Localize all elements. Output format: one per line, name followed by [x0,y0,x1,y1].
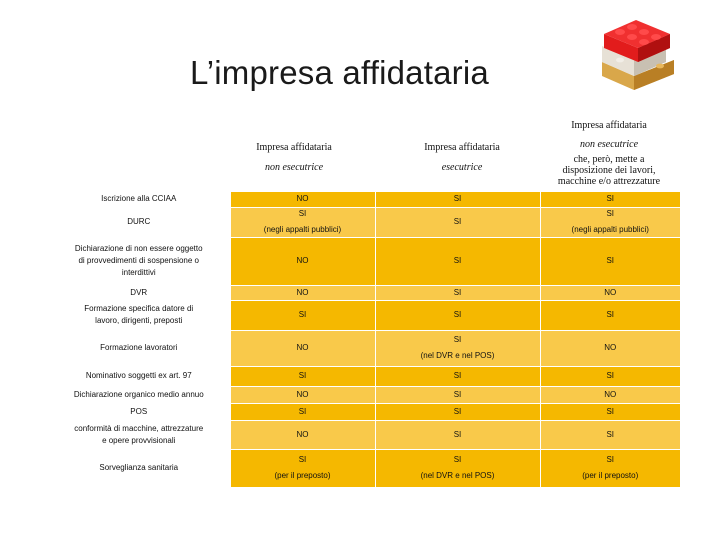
row-label [48,237,230,285]
cell-disposizione [540,192,680,207]
row-label-line: Dichiarazione di non essere oggetto [74,244,203,253]
cell-non-esecutrice [230,285,375,300]
cell-non-esecutrice-line: NO [296,389,309,399]
table-row [48,300,680,330]
row-label [48,192,230,207]
header-col-non-esecutrice [244,140,344,175]
header-col2-line1: Impresa affidataria [424,142,500,153]
cell-non-esecutrice-line: NO [296,343,309,352]
cell-esecutrice-line: SI [453,406,462,416]
cell-esecutrice-line: SI [453,389,462,399]
header-col-esecutrice [412,140,512,175]
cell-non-esecutrice-line: (negli appalti pubblici) [263,225,342,234]
table-row [48,192,680,207]
cell-non-esecutrice-line: SI [298,455,307,464]
header-col3-line4: disposizione dei lavori, [562,165,656,176]
table-row [48,366,680,386]
cell-non-esecutrice [230,386,375,403]
cell-non-esecutrice [230,420,375,449]
row-label-line: Iscrizione alla CCIAA [101,194,177,204]
cell-non-esecutrice-line: (per il preposto) [274,471,331,480]
cell-esecutrice-line: (nel DVR e nel POS) [420,351,495,360]
table-row [48,403,680,420]
requirements-table [48,192,680,488]
row-label [48,330,230,366]
cell-esecutrice-line: (nel DVR e nel POS) [420,471,495,480]
row-label-line: DVR [130,287,148,297]
cell-esecutrice-line: SI [453,256,462,265]
row-label [48,403,230,420]
row-label-line: interdittivi [121,268,156,277]
cell-non-esecutrice [230,237,375,285]
cell-esecutrice [375,386,540,403]
cell-disposizione-line: (negli appalti pubblici) [571,225,649,234]
cell-disposizione [540,420,680,449]
row-label [48,285,230,300]
cell-disposizione [540,386,680,403]
cell-non-esecutrice-line: SI [298,371,307,380]
cell-non-esecutrice [230,449,375,487]
cell-disposizione-line: SI [606,194,615,204]
cell-non-esecutrice [230,366,375,386]
cell-non-esecutrice-line: NO [296,429,309,439]
header-col3-line3: che, però, mette a [573,154,645,165]
cell-non-esecutrice-line: SI [298,406,307,416]
cell-esecutrice-line: SI [453,455,462,464]
cell-disposizione [540,207,680,237]
cell-esecutrice [375,403,540,420]
cell-esecutrice [375,330,540,366]
cell-disposizione-line: SI [606,455,615,464]
row-label [48,207,230,237]
header-col3-line2: non esecutrice [579,139,639,150]
cell-disposizione [540,449,680,487]
header-col1-line1: Impresa affidataria [256,142,332,153]
header-col3-line5: macchine e/o attrezzature [557,176,661,187]
table-row [48,207,680,237]
cell-esecutrice [375,207,540,237]
cell-disposizione [540,285,680,300]
table-row [48,237,680,285]
table-row [48,285,680,300]
row-label [48,366,230,386]
lego-bricks-image [594,16,682,96]
cell-disposizione-line: (per il preposto) [582,471,639,480]
cell-esecutrice [375,192,540,207]
cell-non-esecutrice [230,192,375,207]
cell-disposizione-line: SI [606,256,615,265]
cell-disposizione [540,366,680,386]
cell-disposizione [540,300,680,330]
cell-esecutrice-line: SI [453,287,462,297]
row-label-line: conformità di macchine, attrezzature [74,423,204,433]
row-label-line: POS [130,406,148,416]
cell-non-esecutrice-line: NO [296,287,309,297]
row-label [48,449,230,487]
row-label-line: Dichiarazione organico medio annuo [73,389,204,399]
cell-esecutrice [375,449,540,487]
table-row [48,386,680,403]
row-label-line: e opere provvisionali [102,435,176,445]
cell-non-esecutrice-line: NO [296,256,309,265]
row-label-line: lavoro, dirigenti, preposti [95,316,183,325]
header-col3-line1: Impresa affidataria [571,120,647,131]
row-label [48,300,230,330]
cell-non-esecutrice [230,300,375,330]
cell-esecutrice-line: SI [453,371,462,380]
row-label-line: di provvedimenti di sospensione o [78,256,199,265]
cell-disposizione [540,403,680,420]
cell-non-esecutrice [230,207,375,237]
table-row [48,449,680,487]
cell-esecutrice-line: SI [453,310,462,319]
cell-non-esecutrice-line: SI [298,209,307,218]
header-col1-line2: non esecutrice [264,162,324,173]
cell-esecutrice [375,285,540,300]
cell-esecutrice-line: SI [453,217,462,226]
cell-esecutrice [375,300,540,330]
cell-non-esecutrice-line: SI [298,310,307,319]
row-label [48,386,230,403]
cell-non-esecutrice-line: NO [296,194,309,204]
header-col2-line2: esecutrice [441,162,483,173]
row-label-line: Nominativo soggetti ex art. 97 [85,371,192,380]
cell-disposizione [540,330,680,366]
cell-disposizione-line: NO [604,343,617,352]
row-label-line: Sorveglianza sanitaria [99,463,179,472]
cell-disposizione-line: SI [606,209,615,218]
row-label-line: DURC [127,217,151,226]
row-label-line: Formazione specifica datore di [84,304,194,313]
row-label [48,420,230,449]
row-label-line: Formazione lavoratori [100,343,178,352]
cell-non-esecutrice [230,403,375,420]
header-col-disposizione [540,118,678,187]
cell-esecutrice [375,420,540,449]
cell-disposizione-line: SI [606,429,615,439]
cell-esecutrice [375,237,540,285]
cell-esecutrice-line: SI [453,194,462,204]
cell-esecutrice [375,366,540,386]
cell-disposizione-line: SI [606,406,615,416]
cell-disposizione-line: NO [604,389,617,399]
page-title: L’impresa affidataria [190,54,489,91]
cell-disposizione-line: SI [606,371,615,380]
cell-disposizione-line: SI [606,310,615,319]
cell-esecutrice-line: SI [453,429,462,439]
table-row [48,420,680,449]
cell-non-esecutrice [230,330,375,366]
cell-esecutrice-line: SI [453,335,462,344]
table-row [48,330,680,366]
cell-disposizione [540,237,680,285]
cell-disposizione-line: NO [604,287,617,297]
